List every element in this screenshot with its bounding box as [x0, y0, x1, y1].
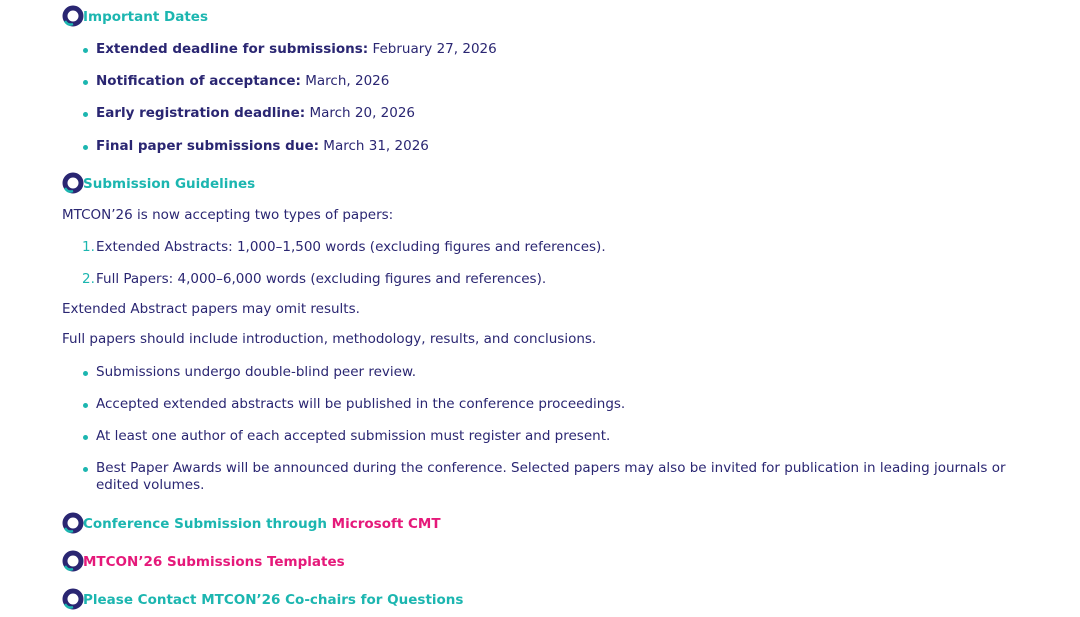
submission-guidelines-heading[interactable] — [62, 167, 255, 193]
bullet-o-icon — [62, 587, 82, 609]
bullet-o-icon — [62, 511, 82, 533]
important-dates-heading[interactable] — [62, 0, 208, 26]
contact-heading[interactable] — [62, 583, 463, 609]
paragraph: Full papers should include introduction, methodology, results, and conclusions. — [62, 331, 597, 347]
templates-link[interactable]: MTCON’26 Submissions Templates — [83, 554, 345, 570]
microsoft-cmt-link[interactable]: Microsoft CMT — [331, 516, 441, 532]
bullet-o-icon — [62, 4, 82, 26]
cmt-heading[interactable]: Conference Submission through Microsoft CMT — [62, 507, 441, 533]
submission-guidelines-title: Submission Guidelines — [83, 176, 256, 192]
bullet-o-icon — [62, 549, 82, 571]
paragraph: Extended Abstract papers may omit results. — [62, 301, 360, 317]
bullet-o-icon — [62, 171, 82, 193]
guidelines-intro: MTCON’26 is now accepting two types of papers: — [62, 207, 394, 223]
templates-heading[interactable] — [62, 545, 345, 571]
important-dates-title: Important Dates — [83, 9, 208, 25]
contact-title: Please Contact MTCON’26 Co-chairs for Questions — [83, 592, 464, 608]
